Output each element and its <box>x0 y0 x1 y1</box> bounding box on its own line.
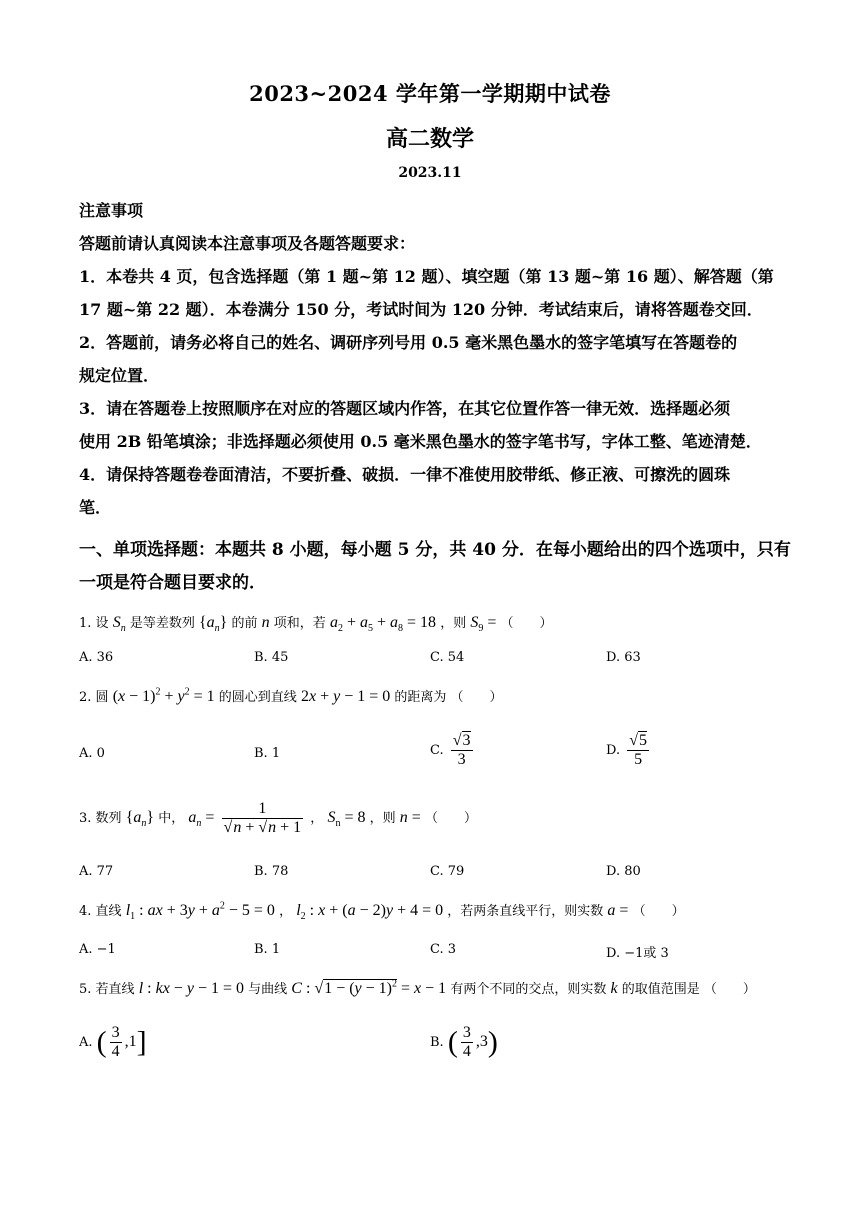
notice-line: 3．请在答题卷上按照顺序在对应的答题区域内作答，在其它位置作答一律无效．选择题必须 <box>79 399 731 418</box>
notice-heading: 注意事项 <box>79 201 144 220</box>
section-heading-cont: 一项是符合题目要求的． <box>79 573 266 593</box>
option-b: B. 78 <box>254 864 289 879</box>
question-1: 1. 设 $S_n$ 是等差数列 $\{a_n\}$ 的前 n 项和，若 $a_2 + a_5 + a_8 = 18$ ，则 $S_9$ = （ ） <box>79 614 553 635</box>
exam-title: 2023~2024 学年第一学期期中试卷 <box>249 81 611 106</box>
option-c: C. 79 <box>430 864 465 879</box>
notice-line: 17 题~第 22 题）．本卷满分 150 分，考试时间为 120 分钟．考试结束后，请将答题卷交回． <box>79 300 763 319</box>
question-2: 2. 圆 $(x - 1)^2 + y^2 = 1$ 的圆心到直线 2x + y − 1 = 0 的距离为 （ ） <box>79 686 503 705</box>
option-d: D. 80 <box>606 864 641 879</box>
notice-intro: 答题前请认真阅读本注意事项及各题答题要求： <box>79 234 416 253</box>
notice-line: 规定位置． <box>79 366 160 385</box>
question-5: 5. 若直线 l : kx − y − 1 = 0 与曲线 C : $√1 - (y - 1)^2 = x - 1$ 有两个不同的交点，则实数 k 的取值范围是 （ ） <box>79 978 756 997</box>
option-c: C. 3 <box>430 942 457 957</box>
option-b: B. ( $\frac{3}{4}$ ,3) <box>430 1024 498 1060</box>
section-heading: 一、单项选择题：本题共 8 小题，每小题 5 分，共 40 分．在每小题给出的四个选项中，只有 <box>79 540 791 560</box>
option-b: B. 1 <box>254 746 281 761</box>
option-a: A. 36 <box>79 650 114 665</box>
option-a: A. 0 <box>79 746 105 761</box>
notice-line: 笔． <box>79 498 112 517</box>
notice-line: 2．答题前，请务必将自己的姓名、调研序列号用 0.5 毫米黑色墨水的签字笔填写在答题卷的 <box>79 333 738 352</box>
exam-subject: 高二数学 <box>385 126 474 152</box>
notice-line: 4．请保持答题卷卷面清洁，不要折叠、破损．一律不准使用胶带纸、修正液、可擦洗的圆珠 <box>79 465 731 484</box>
option-d: D. $\frac{√5}{5}$ <box>606 732 648 768</box>
option-b: B. 45 <box>254 650 289 665</box>
option-a: A. 77 <box>79 864 114 879</box>
option-a: A. ( $\frac{3}{4}$ ,1] <box>79 1024 147 1060</box>
option-d: D. 63 <box>606 650 641 665</box>
option-a: A. −1 <box>79 942 116 957</box>
option-c: C. $\frac{√3}{3}$ <box>430 732 471 768</box>
notice-line: 1．本卷共 4 页，包含选择题（第 1 题~第 12 题）、填空题（第 13 题~第 16 题）、解答题（第 <box>79 267 774 286</box>
option-b: B. 1 <box>254 942 281 957</box>
notice-line: 使用 2B 铅笔填涂；非选择题必须使用 0.5 毫米黑色墨水的签字笔书写，字体工整、笔迹清楚． <box>79 432 762 451</box>
exam-date: 2023.11 <box>398 165 462 181</box>
option-d: D. −1或 3 <box>606 946 669 961</box>
option-c: C. 54 <box>430 650 465 665</box>
question-4: 4. 直线 $l_1$ : ax + $3y + a^2 - 5 = 0$ ， $l_2$ : x + (a − 2)y + 4 = 0 ，若两条直线平行，则实数 a = （ ） <box>79 900 685 923</box>
question-3: 3. 数列 $\{a_n\}$ 中， $a_n$ = $\frac{1}{√n + √n + 1}$ ， $S_n = 8$ ，则 n = （ ） <box>79 800 477 836</box>
